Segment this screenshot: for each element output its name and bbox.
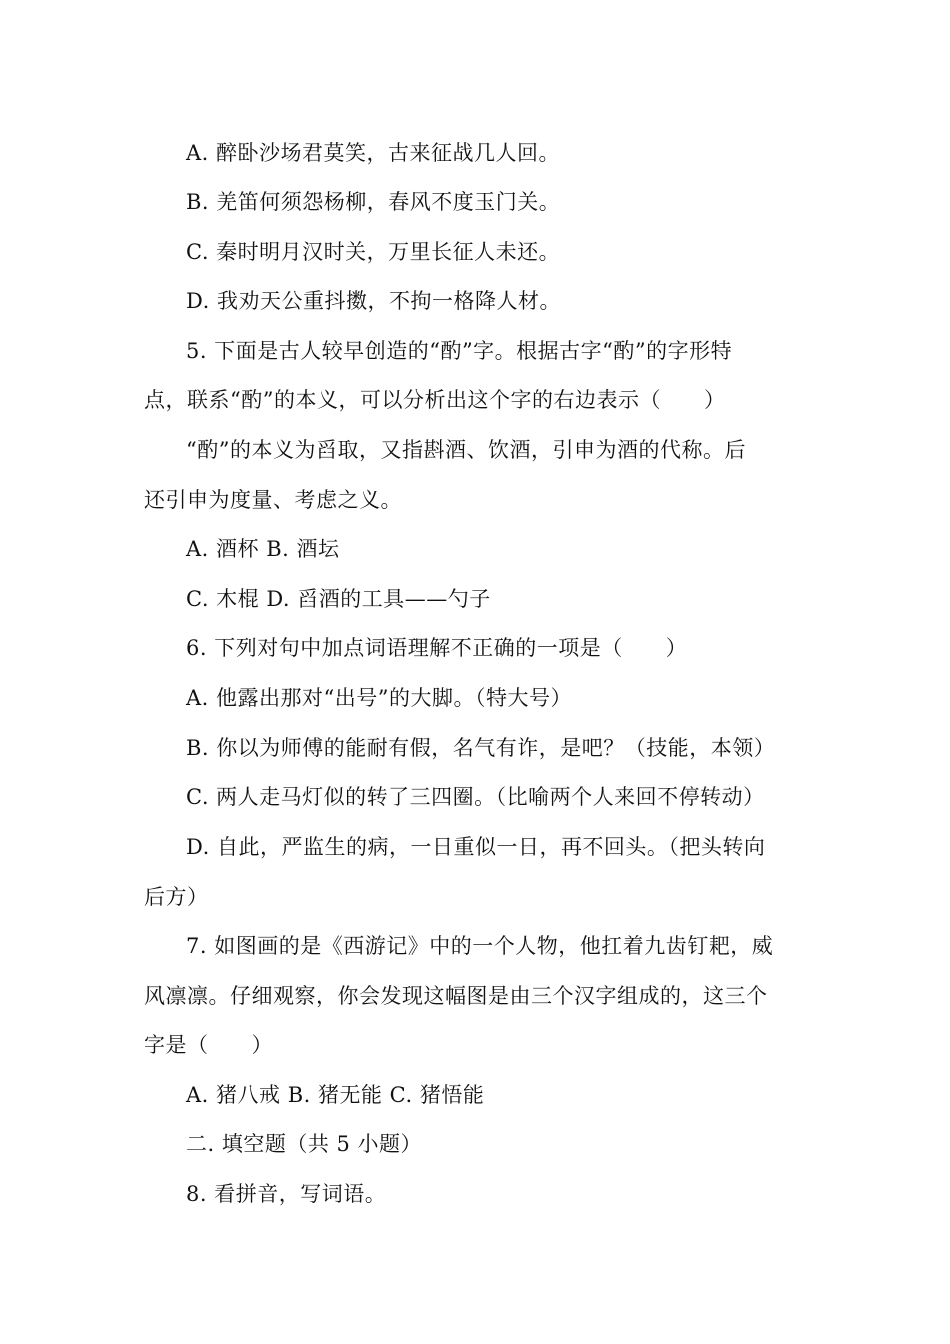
q8-stem: 8. 看拼音，写词语。 [186,1182,387,1206]
q5-options-ab: A. 酒杯 B. 酒坛 [186,537,340,561]
q7-stem-line-2: 风凛凛。仔细观察，你会发现这幅图是由三个汉字组成的，这三个 [144,984,768,1008]
q6-option-a: A. 他露出那对“出号”的大脚。（特大号） [186,686,572,710]
q5-options-cd: C. 木棍 D. 舀酒的工具——勺子 [186,587,491,611]
q5-note-line-2: 还引申为度量、考虑之义。 [144,488,402,512]
q4-option-a: A. 醉卧沙场君莫笑，古来征战几人回。 [186,141,561,165]
section-heading-fill-blank: 二. 填空题（共 5 小题） [186,1132,423,1156]
q6-option-b: B. 你以为师傅的能耐有假，名气有诈，是吧？（技能，本领） [186,736,776,760]
q4-option-d: D. 我劝天公重抖擞，不拘一格降人材。 [186,289,561,313]
q7-options: A. 猪八戒 B. 猪无能 C. 猪悟能 [186,1083,485,1107]
q4-option-b: B. 羌笛何须怨杨柳，春风不度玉门关。 [186,190,561,214]
q5-stem-line-1: 5. 下面是古人较早创造的“酌”字。根据古字“酌”的字形特 [186,339,733,363]
q6-option-d-line-1: D. 自此，严监生的病，一日重似一日，再不回头。（把头转向 [186,835,766,859]
q6-option-d-line-2: 后方） [144,885,209,909]
q6-stem: 6. 下列对句中加点词语理解不正确的一项是（ ） [186,636,688,660]
q5-note-line-1: “酌”的本义为舀取，又指斟酒、饮酒，引申为酒的代称。后 [186,438,746,462]
q6-option-c: C. 两人走马灯似的转了三四圈。（比喻两个人来回不停转动） [186,785,765,809]
q7-stem-line-3: 字是（ ） [144,1033,273,1057]
q4-option-c: C. 秦时明月汉时关，万里长征人未还。 [186,240,561,264]
q7-stem-line-1: 7. 如图画的是《西游记》中的一个人物，他扛着九齿钉耙，威 [186,934,774,958]
q5-stem-line-2: 点，联系“酌”的本义，可以分析出这个字的右边表示（ ） [144,388,726,412]
